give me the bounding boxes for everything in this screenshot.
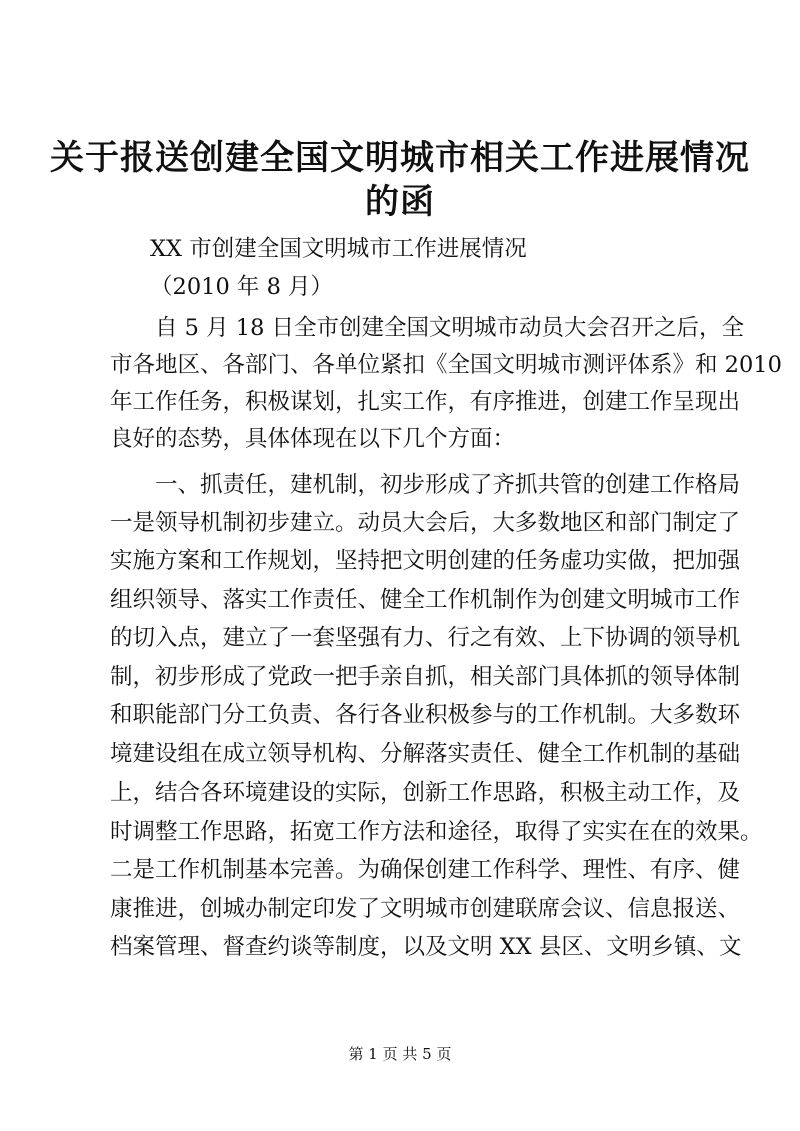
body-line-7: 实施方案和工作规划，坚持把文明创建的任务虚功实做，把加强 xyxy=(110,548,741,574)
document-subtitle: XX 市创建全国文明城市工作进展情况 xyxy=(150,236,527,262)
body-line-10: 制，初步形成了党政一把手亲自抓，相关部门具体抓的领导体制 xyxy=(110,664,741,690)
body-line-4: 良好的态势，具体体现在以下几个方面： xyxy=(110,426,516,452)
page-footer: 第 1 页 共 5 页 xyxy=(348,1045,452,1063)
body-line-11: 和职能部门分工负责、各行各业积极参与的工作机制。大多数环 xyxy=(110,702,741,728)
body-line-13: 上，结合各环境建设的实际，创新工作思路，积极主动工作，及 xyxy=(110,780,741,806)
body-line-17: 档案管理、督查约谈等制度，以及文明 XX 县区、文明乡镇、文 xyxy=(110,934,742,960)
section-heading-1: 一、抓责任，建机制，初步形成了齐抓共管的创建工作格局 xyxy=(155,472,741,498)
document-date: （2010 年 8 月） xyxy=(150,274,334,300)
body-line-3: 年工作任务，积极谋划，扎实工作，有序推进，创建工作呈现出 xyxy=(110,389,741,415)
body-line-6: 一是领导机制初步建立。动员大会后，大多数地区和部门制定了 xyxy=(110,510,741,536)
body-line-8: 组织领导、落实工作责任、健全工作机制作为创建文明城市工作 xyxy=(110,587,741,613)
body-line-16: 康推进，创城办制定印发了文明城市创建联席会议、信息报送、 xyxy=(110,896,741,922)
body-line-15: 二是工作机制基本完善。为确保创建工作科学、理性、有序、健 xyxy=(110,857,741,883)
body-line-14: 时调整工作思路，拓宽工作方法和途径，取得了实实在在的效果。 xyxy=(110,819,763,845)
title-line-2: 的函 xyxy=(365,182,435,222)
body-line-9: 的切入点，建立了一套坚强有力、行之有效、上下协调的领导机 xyxy=(110,625,741,651)
body-line-2: 市各地区、各部门、各单位紧扣《全国文明城市测评体系》和 2010 xyxy=(110,352,782,378)
body-line-1: 自 5 月 18 日全市创建全国文明城市动员大会召开之后，全 xyxy=(155,315,745,341)
title-line-1: 关于报送创建全国文明城市相关工作进展情况 xyxy=(50,138,750,178)
body-line-12: 境建设组在成立领导机构、分解落实责任、健全工作机制的基础 xyxy=(110,741,741,767)
document-title xyxy=(0,136,800,224)
